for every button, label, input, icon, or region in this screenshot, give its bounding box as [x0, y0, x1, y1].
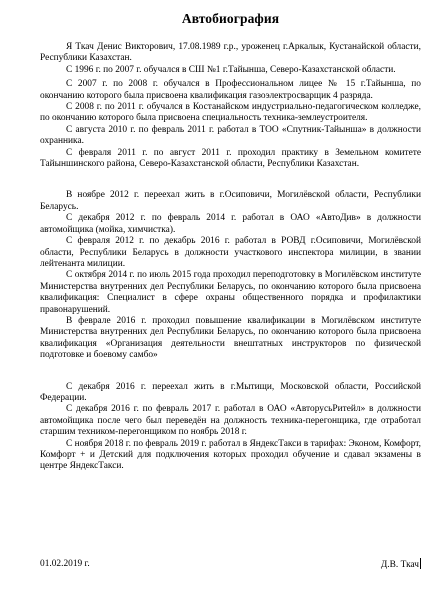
paragraph-yandex-taxi: С ноября 2018 г. по февраль 2019 г. работал в ЯндексТакси в тарифах: Эконом, Комфорт, Комфорт + и Детский для подключения которых проходил обучение и сдавал экзамены в центре ЯндексТакси.: [40, 438, 421, 472]
signature-text: Д.В. Ткач: [380, 560, 419, 570]
paragraph-lyceum: С 2007 г. по 2008 г. обучался в Профессиональном лицее № 15 г.Тайынша, по окончанию которого была присвоена квалификация газоэлектросварщик 4 разряда.: [40, 79, 421, 101]
paragraph-rovd: С февраля 2012 г. по декабрь 2016 г. работал в РОВД г.Осиповичи, Могилёвской области, Республики Беларусь в должности участкового инспектора милиции, в звании лейтенанта милиции.: [40, 236, 421, 269]
paragraph-birth: Я Ткач Денис Викторович, 17.08.1989 г.р., уроженец г.Аркалык, Кустанайской области, Республики Казахстан.: [40, 42, 421, 64]
paragraph-move-mytishchi: С декабря 2016 г. переехал жить в г.Мытищи, Московской области, Российской Федерации.: [40, 381, 421, 403]
document-title: Автобиография: [181, 11, 280, 26]
paragraph-move-osipovichi: В ноябре 2012 г. переехал жить в г.Осиповичи, Могилёвской области, Республики Беларусь.: [40, 190, 421, 212]
paragraph-autodiv: С декабря 2012 г. по февраль 2014 г. работал в ОАО «АвтоДив» в должности автомойщика (мойка, химчистка).: [40, 213, 421, 235]
section-gap: [40, 362, 421, 382]
paragraph-school: С 1996 г. по 2007 г. обучался в СШ №1 г.Тайынша, Северо-Казахстанской области.: [66, 64, 396, 75]
section-gap: [40, 170, 421, 190]
document-signature[interactable]: [381, 558, 421, 571]
text-cursor: [420, 558, 421, 569]
document-page: [40, 0, 421, 600]
document-date: 01.02.2019 г.: [40, 559, 90, 569]
document-body: [40, 42, 421, 473]
paragraph-practice: С февраля 2011 г. по август 2011 г. проходил практику в Земельном комитете Тайыншинского района, Северо-Казахстанской области, Республики Казахстан.: [40, 147, 421, 170]
paragraph-avtorus: С декабря 2016 г. по февраль 2017 г. работал в ОАО «АвторусьРитейл» в должности автомойщика после чего был переведён на должность техника-перегонщика, где отработал старшим техником-перегонщиком по ноябрь 2018 г.: [40, 404, 421, 438]
paragraph-college: С 2008 г. по 2011 г. обучался в Костанайском индустриально-педагогическом колледже, по окончанию которого была присвоена специальность техника-землеустроителя.: [40, 102, 421, 124]
paragraph-sputnik: С августа 2010 г. по февраль 2011 г. работал в ТОО «Спутник-Тайынша» в должности охранника.: [40, 124, 421, 147]
paragraph-retraining: С октября 2014 г. по июль 2015 года проходил переподготовку в Могилёвском институте Министерства внутренних дел Республики Беларусь, по окончанию которого была присвоена квалификация: Специалист в сфере охраны общественного порядка и профилактики правонарушений.: [40, 270, 421, 315]
paragraph-qualification: В феврале 2016 г. проходил повышение квалификации в Могилёвском институте Министерства внутренних дел Республики Беларусь, по окончанию которого была присвоена квалификация «Организация деятельности внештатных инструкторов по физической подготовке и боевому самбо»: [40, 315, 421, 361]
